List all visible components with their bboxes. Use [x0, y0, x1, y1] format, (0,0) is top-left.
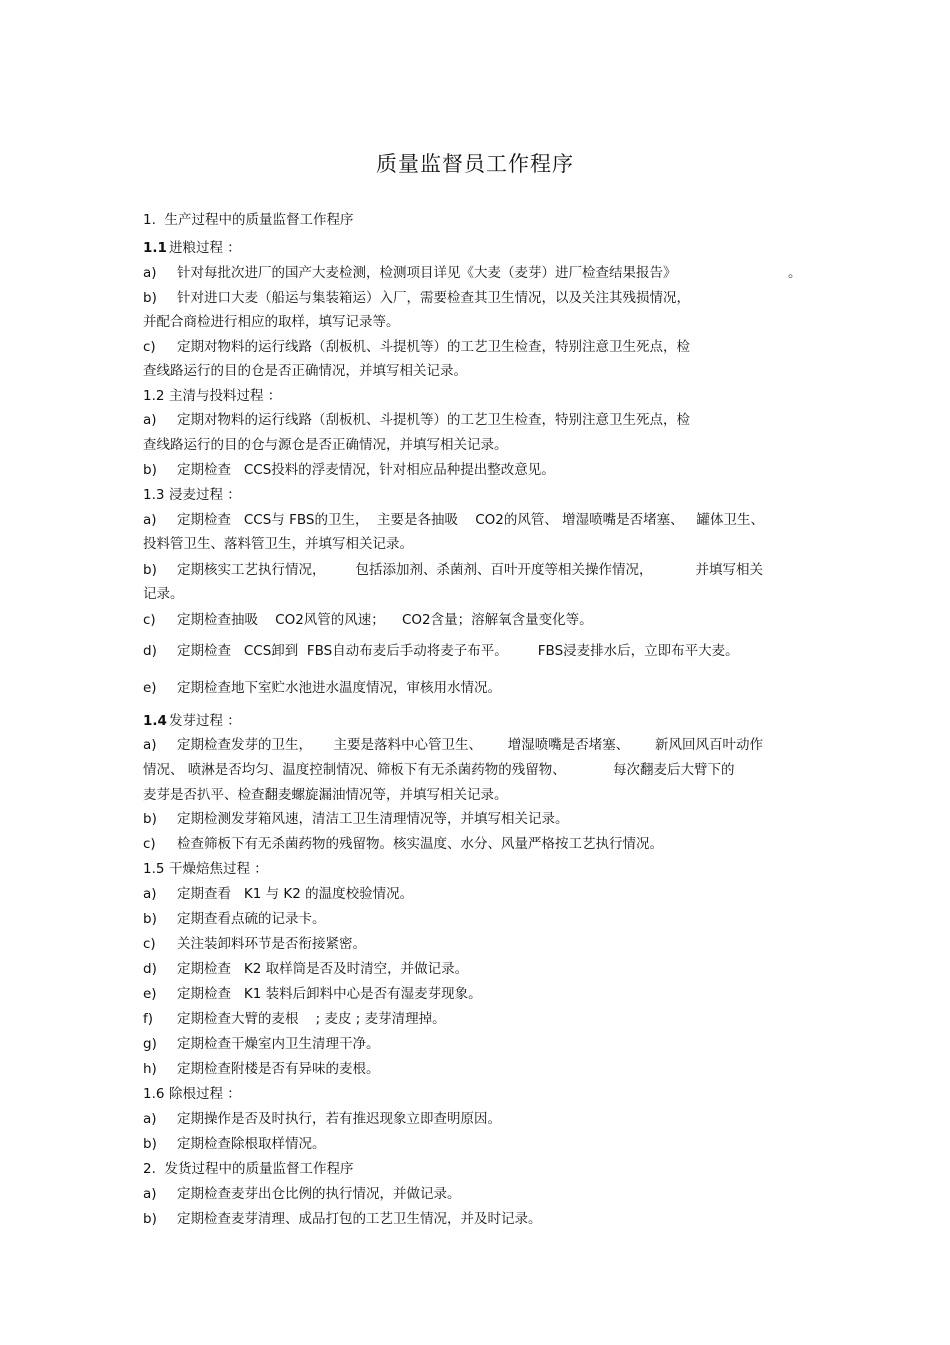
- item-label: d): [143, 961, 157, 977]
- item-label: c): [143, 339, 156, 355]
- subsection-title: 干燥焙焦过程 ：: [169, 861, 268, 877]
- item-text: 定期操作是否及时执行，若有推迟现象立即查明原因。: [177, 1111, 501, 1127]
- subsection-title: 除根过程 ：: [169, 1086, 241, 1102]
- subsection-number: 1.1: [143, 240, 167, 256]
- list-item: [143, 985, 482, 1003]
- item-text: 定期检查除根取样情况。: [177, 1136, 326, 1152]
- item-continuation: 并配合商检进行相应的取样，填写记录等。: [143, 314, 400, 330]
- subsection-title: 浸麦过程 ：: [169, 487, 241, 503]
- item-text: 定期检查 CCS投料的浮麦情况，针对相应品种提出整改意见。: [177, 462, 555, 478]
- item-text: 定期查看点硫的记录卡。: [177, 911, 326, 927]
- list-item: [143, 1035, 380, 1053]
- list-item: [143, 835, 663, 853]
- subsection-number: 1.3: [143, 487, 165, 503]
- item-continuation: 情况、 喷淋是否均匀、温度控制情况、筛板下有无杀菌药物的残留物、 每次翻麦后大臂下的: [143, 762, 735, 778]
- item-label: b): [143, 1136, 157, 1152]
- item-text: 定期检查抽吸 CO2风管的风速； CO2含量；溶解氧含量变化等。: [177, 612, 593, 628]
- item-text: 定期检查大臂的麦根 ; 麦皮 ; 麦芽清理掉。: [177, 1011, 446, 1027]
- item-label: b): [143, 462, 157, 478]
- item-text: 定期检查发芽的卫生， 主要是落料中心管卫生、 增湿喷嘴是否堵塞、 新风回风百叶动作: [177, 737, 763, 753]
- list-item: [143, 289, 690, 307]
- section-1-heading: 1. 生产过程中的质量监督工作程序: [143, 212, 354, 228]
- item-text: 定期检查 K2 取样筒是否及时清空，并做记录。: [177, 961, 469, 977]
- item-label: g): [143, 1036, 157, 1052]
- subsection-1-5-heading: [143, 860, 268, 878]
- item-text: 定期核实工艺执行情况， 包括添加剂、杀菌剂、百叶开度等相关操作情况， 并填写相关: [177, 562, 763, 578]
- subsection-1-4-heading: [143, 712, 241, 730]
- item-label: e): [143, 680, 157, 696]
- item-text: 针对每批次进厂的国产大麦检测，检测项目详见《大麦（麦芽）进厂检查结果报告》: [177, 265, 677, 281]
- item-continuation: 麦芽是否扒平、检查翻麦螺旋漏油情况等，并填写相关记录。: [143, 787, 508, 803]
- item-label: b): [143, 811, 157, 827]
- list-item: [143, 338, 690, 356]
- subsection-number: 1.4: [143, 713, 167, 729]
- item-label: b): [143, 1211, 157, 1227]
- item-end-mark: 。: [788, 265, 802, 281]
- list-item: [143, 561, 763, 579]
- item-continuation: 查线路运行的目的仓与源仓是否正确情况，并填写相关记录。: [143, 437, 508, 453]
- list-item: [143, 1185, 461, 1203]
- subsection-1-6-heading: [143, 1085, 241, 1103]
- list-item: [143, 1210, 542, 1228]
- item-label: c): [143, 936, 156, 952]
- list-item: [143, 1060, 380, 1078]
- item-text: 定期对物料的运行线路（刮板机、斗提机等）的工艺卫生检查，特别注意卫生死点，检: [177, 412, 690, 428]
- item-text: 定期检测发芽箱风速，清洁工卫生清理情况等，并填写相关记录。: [177, 811, 569, 827]
- item-text: 检查筛板下有无杀菌药物的残留物。核实温度、水分、风量严格按工艺执行情况。: [177, 836, 663, 852]
- item-label: b): [143, 290, 157, 306]
- item-label: a): [143, 737, 157, 753]
- subsection-1-1-heading: [143, 239, 241, 257]
- list-item: [143, 1110, 501, 1128]
- subsection-title: 主清与投料过程 ：: [169, 388, 282, 404]
- item-text: 定期对物料的运行线路（刮板机、斗提机等）的工艺卫生检查，特别注意卫生死点，检: [177, 339, 690, 355]
- list-item: [143, 910, 326, 928]
- item-label: e): [143, 986, 157, 1002]
- item-text: 定期检查地下室贮水池进水温度情况，审核用水情况。: [177, 680, 501, 696]
- subsection-1-2-heading: [143, 387, 281, 405]
- list-item: [143, 264, 677, 282]
- list-item: [143, 411, 690, 429]
- subsection-number: 1.5: [143, 861, 165, 877]
- item-label: a): [143, 512, 157, 528]
- list-item: [143, 736, 763, 754]
- item-text: 针对进口大麦（船运与集装箱运）入厂，需要检查其卫生情况，以及关注其残损情况，: [177, 290, 690, 306]
- subsection-1-3-heading: [143, 486, 241, 504]
- item-text: 定期检查麦芽清理、成品打包的工艺卫生情况，并及时记录。: [177, 1211, 542, 1227]
- item-text: 定期检查 K1 装料后卸料中心是否有湿麦芽现象。: [177, 986, 482, 1002]
- item-label: a): [143, 886, 157, 902]
- item-text: 定期查看 K1 与 K2 的温度校验情况。: [177, 886, 414, 902]
- item-continuation: 投料管卫生、落料管卫生，并填写相关记录。: [143, 536, 413, 552]
- list-item: [143, 885, 413, 903]
- list-item: [143, 960, 468, 978]
- item-label: f): [143, 1011, 154, 1027]
- list-item: [143, 642, 739, 660]
- list-item: [143, 810, 569, 828]
- item-text: 定期检查附楼是否有异味的麦根。: [177, 1061, 380, 1077]
- list-item: [143, 935, 366, 953]
- item-text: 定期检查干燥室内卫生清理干净。: [177, 1036, 380, 1052]
- subsection-number: 1.2: [143, 388, 165, 404]
- item-label: a): [143, 265, 157, 281]
- item-label: c): [143, 836, 156, 852]
- item-continuation: 记录。: [143, 586, 184, 602]
- item-label: a): [143, 412, 157, 428]
- item-label: h): [143, 1061, 157, 1077]
- list-item: [143, 1010, 446, 1028]
- section-2-heading: 2. 发货过程中的质量监督工作程序: [143, 1161, 354, 1177]
- item-continuation: 查线路运行的目的仓是否正确情况，并填写相关记录。: [143, 363, 467, 379]
- list-item: [143, 611, 593, 629]
- subsection-title: 进粮过程 ：: [169, 240, 241, 256]
- list-item: [143, 461, 555, 479]
- item-text: 定期检查 CCS卸到 FBS自动布麦后手动将麦子布平。 FBS浸麦排水后，立即布平大麦。: [177, 643, 739, 659]
- item-label: b): [143, 911, 157, 927]
- item-text: 定期检查 CCS与 FBS的卫生， 主要是各抽吸 CO2的风管、 增湿喷嘴是否堵塞、 罐体卫生、: [177, 512, 764, 528]
- item-label: a): [143, 1111, 157, 1127]
- subsection-title: 发芽过程 ：: [169, 713, 241, 729]
- item-text: 定期检查麦芽出仓比例的执行情况，并做记录。: [177, 1186, 461, 1202]
- item-text: 关注装卸料环节是否衔接紧密。: [177, 936, 366, 952]
- subsection-number: 1.6: [143, 1086, 165, 1102]
- item-label: c): [143, 612, 156, 628]
- list-item: [143, 511, 764, 529]
- item-label: d): [143, 643, 157, 659]
- list-item: [143, 1135, 326, 1153]
- list-item: [143, 679, 501, 697]
- item-label: b): [143, 562, 157, 578]
- page-title: 质量监督员工作程序: [376, 152, 574, 176]
- item-label: a): [143, 1186, 157, 1202]
